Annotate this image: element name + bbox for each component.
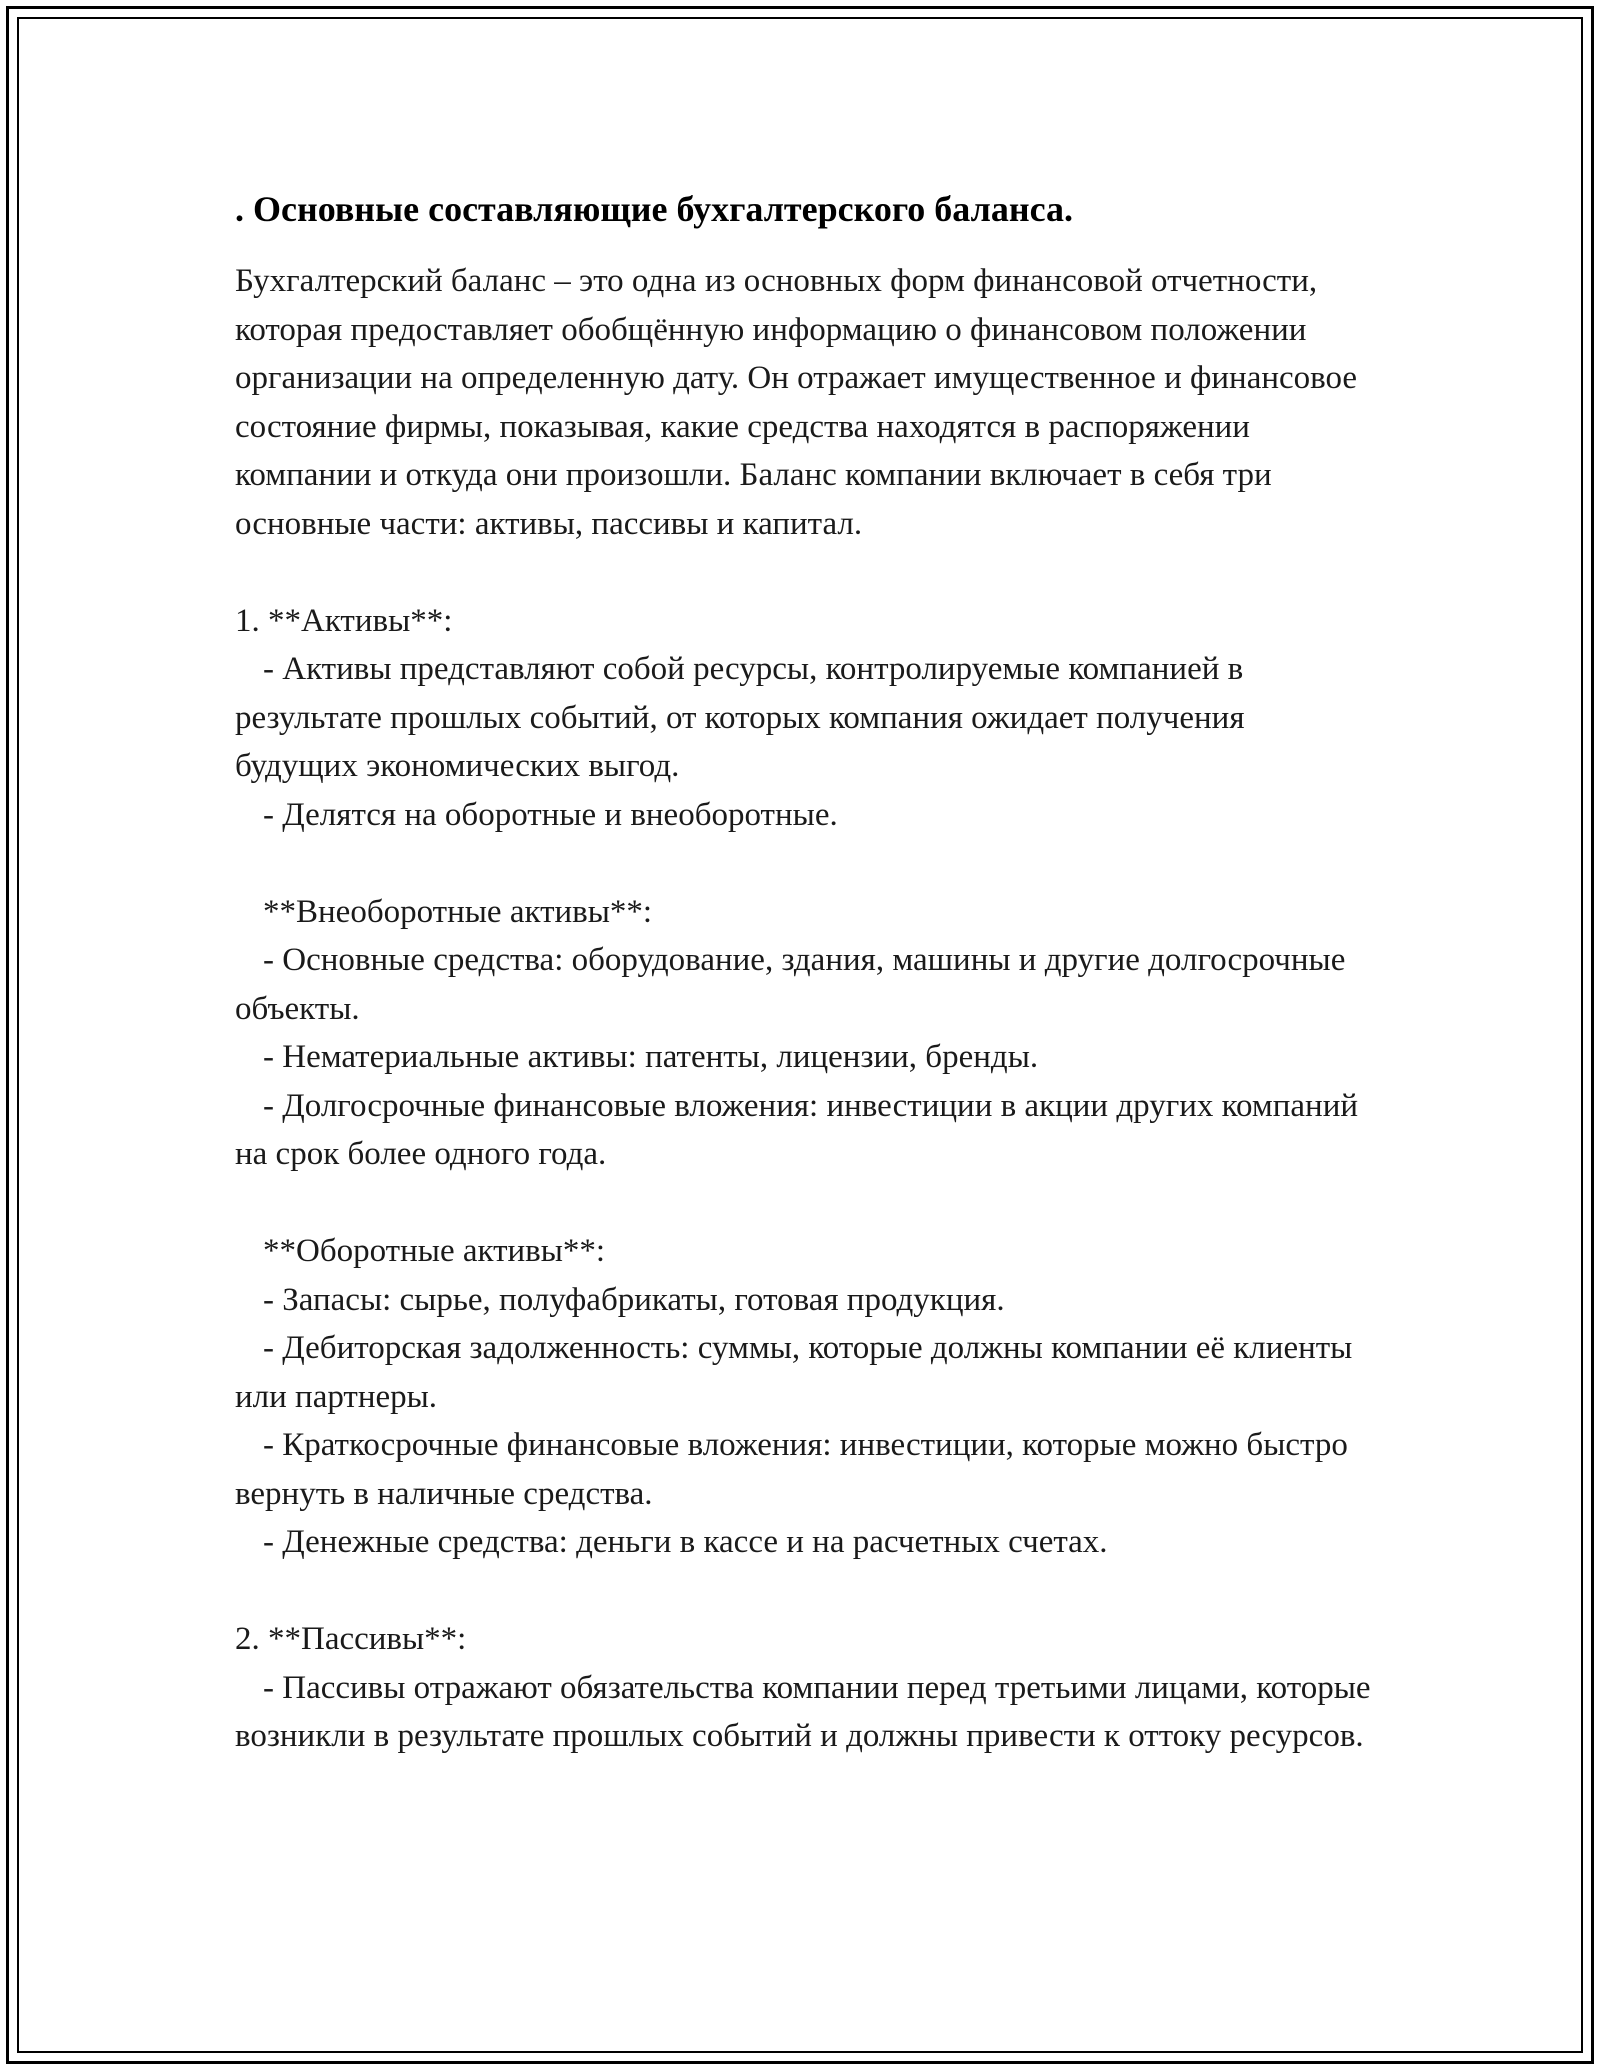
list-item: [235, 1082, 1375, 1179]
assets-heading: 1. **Активы**:: [235, 602, 453, 639]
blank-line: [235, 1567, 1375, 1616]
current-item-text: - Краткосрочные финансовые вложения: инвестиции, которые можно быстро вернуть в наличные средства.: [235, 1427, 1357, 1512]
document-body: [235, 185, 1379, 1761]
blank-line: [235, 1179, 1375, 1228]
liabilities-definition: [235, 1664, 1379, 1761]
liabilities-definition-text: - Пассивы отражают обязательства компании перед третьими лицами, которые возникли в результате прошлых событий и должны привести к оттоку ресурсов.: [235, 1669, 1379, 1754]
noncurrent-heading-text: **Внеоборотные активы**:: [263, 893, 653, 930]
list-item: [235, 1421, 1375, 1518]
current-heading: [235, 1227, 1375, 1276]
list-item: [235, 1518, 1375, 1567]
current-item-text: - Денежные средства: деньги в кассе и на расчетных счетах.: [263, 1524, 1108, 1560]
noncurrent-item-text: - Основные средства: оборудование, здания, машины и другие долгосрочные объекты.: [235, 942, 1354, 1027]
assets-definition-text: - Активы представляют собой ресурсы, контролируемые компанией в результате прошлых событий, от которых компания ожидает получения будущих экономических выгод.: [235, 651, 1253, 784]
document-title: . Основные составляющие бухгалтерского баланса.: [235, 189, 1073, 229]
assets-split-text: - Делятся на оборотные и внеоборотные.: [263, 796, 838, 833]
blank-line: [235, 839, 1375, 888]
list-item: [235, 936, 1375, 1033]
blank-line: [235, 548, 1375, 597]
noncurrent-item-text: - Долгосрочные финансовые вложения: инвестиции в акции других компаний на срок более одного года.: [235, 1087, 1367, 1172]
current-item-text: - Дебиторская задолженность: суммы, которые должны компании её клиенты или партнеры.: [235, 1330, 1361, 1415]
noncurrent-item-text: - Нематериальные активы: патенты, лицензии, бренды.: [263, 1039, 1039, 1075]
current-item-text: - Запасы: сырье, полуфабрикаты, готовая продукция.: [263, 1281, 1005, 1318]
list-item: [235, 1324, 1375, 1421]
current-heading-text: **Оборотные активы**:: [263, 1233, 606, 1269]
assets-definition: [235, 645, 1375, 791]
list-item: [235, 1033, 1375, 1082]
assets-split: [235, 791, 1375, 840]
intro-paragraph: Бухгалтерский баланс – это одна из основных форм финансовой отчетности, которая предоставляет обобщённую информацию о финансовом положении организации на определенную дату. Он отражает имущественное и финансовое состояние фирмы, показывая, какие средства находятся в распоряжении компании и откуда они произошли. Баланс компании включает в себя три основные части: активы, пассивы и капитал.: [235, 263, 1366, 542]
noncurrent-heading: [235, 888, 1375, 937]
liabilities-heading: 2. **Пассивы**:: [235, 1621, 467, 1657]
list-item: [235, 1276, 1375, 1325]
